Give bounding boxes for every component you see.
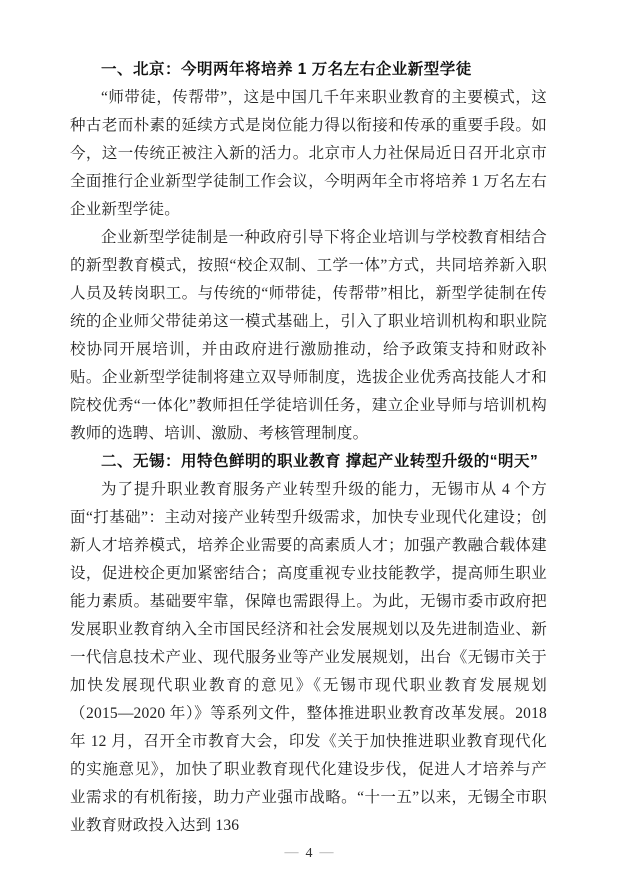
footer-dash-left: — [284, 845, 299, 860]
paragraph-beijing-intro: “师带徒，传帮带”，这是中国几千年来职业教育的主要模式，这种古老而朴素的延续方式是岗位能力得以衔接和传承的重要手段。如今，这一传统正被注入新的活力。北京市人力社保局近日召开北京市全面推行企业新型学徒制工作会议，今明两年全市将培养 1 万名左右企业新型学徒。 [70, 89, 547, 218]
document-body [70, 56, 547, 840]
paragraph-wuxi-vocational-education: 为了提升职业教育服务产业转型升级的能力，无锡市从 4 个方面“打基础”：主动对接产业转型升级需求，加快专业现代化建设；创新人才培养模式，培养企业需要的高素质人才；加强产教融合载体建设，促进校企更加紧密结合；高度重视专业技能教学，提高师生职业能力素质。基础要牢靠，保障也需跟得上。为此，无锡市委市政府把发展职业教育纳入全市国民经济和社会发展规划以及先进制造业、新一代信息技术产业、现代服务业等产业发展规划，出台《无锡市关于加快发展现代职业教育的意见》《无锡市现代职业教育发展规划（2015—2020 年）》等系列文件，整体推进职业教育改革发展。2018 年 12 月，召开全市教育大会，印发《关于加快推进职业教育现代化的实施意见》，加快了职业教育现代化建设步伐，促进人才培养与产业需求的有机衔接，助力产业强市战略。“十一五”以来，无锡全市职业教育财政投入达到 136 [70, 481, 547, 834]
footer-dash-right: — [319, 845, 334, 860]
page-footer [0, 844, 618, 864]
section-1-heading: 一、北京：今明两年将培养 1 万名左右企业新型学徒 [101, 61, 472, 78]
section-2-heading: 二、无锡：用特色鲜明的职业教育 撑起产业转型升级的“明天” [101, 453, 539, 470]
section-beijing [70, 56, 547, 448]
paragraph-beijing-apprenticeship: 企业新型学徒制是一种政府引导下将企业培训与学校教育相结合的新型教育模式，按照“校企双制、工学一体”方式，共同培养新入职人员及转岗职工。与传统的“师带徒，传帮带”相比，新型学徒制在传统的企业师父带徒弟这一模式基础上，引入了职业培训机构和职业院校协同开展培训，并由政府进行激励推动，给予政策支持和财政补贴。企业新型学徒制将建立双导师制度，选拔企业优秀高技能人才和院校优秀“一体化”教师担任学徒培训任务，建立企业导师与培训机构教师的选聘、培训、激励、考核管理制度。 [70, 229, 547, 442]
section-wuxi [70, 448, 547, 840]
page-number: 4 [305, 846, 313, 861]
